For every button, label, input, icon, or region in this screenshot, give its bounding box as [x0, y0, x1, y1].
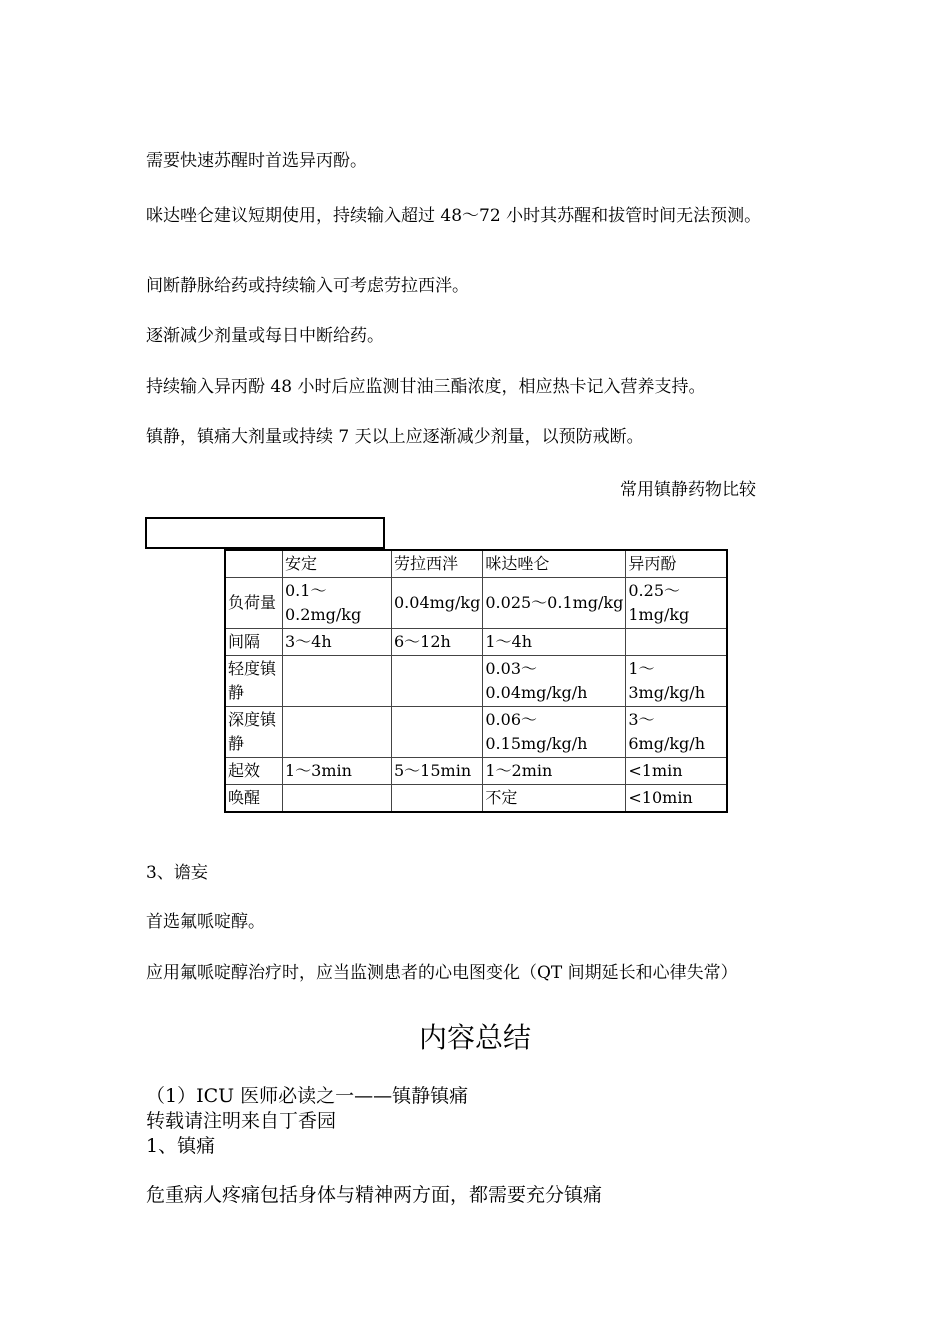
table-header-cell: 异丙酚 [626, 550, 728, 578]
paragraph: 首选氟哌啶醇。 [146, 912, 265, 932]
sedative-comparison-table [224, 549, 728, 813]
table-cell: 深度镇静 [225, 707, 283, 758]
table-cell: 0.04mg/kg [392, 578, 483, 629]
table-cell: 1～2min [483, 758, 626, 785]
summary-line: 转载请注明来自丁香园 [146, 1110, 337, 1132]
empty-text-box [145, 517, 385, 549]
table-row [225, 785, 727, 813]
table-cell: 间隔 [225, 629, 283, 656]
table-row [225, 656, 727, 707]
table-cell: 轻度镇静 [225, 656, 283, 707]
table-cell: 0.25～1mg/kg [626, 578, 728, 629]
paragraph: 逐渐减少剂量或每日中断给药。 [146, 326, 384, 346]
table-header-cell: 劳拉西泮 [392, 550, 483, 578]
paragraph: 应用氟哌啶醇治疗时，应当监测患者的心电图变化（QT 间期延长和心律失常） [146, 963, 738, 983]
table-cell [392, 656, 483, 707]
paragraph: 咪达唑仑建议短期使用，持续输入超过 48～72 小时其苏醒和拔管时间无法预测。 [146, 206, 762, 226]
table-cell: 1～3min [283, 758, 392, 785]
table-row [225, 578, 727, 629]
table-cell: 0.03～0.04mg/kg/h [483, 656, 626, 707]
table-cell: 0.025～0.1mg/kg [483, 578, 626, 629]
table-cell: 唤醒 [225, 785, 283, 813]
table-cell: 5～15min [392, 758, 483, 785]
summary-line: 1、镇痛 [146, 1135, 216, 1157]
paragraph: 需要快速苏醒时首选异丙酚。 [146, 151, 367, 171]
table-cell: 1～4h [483, 629, 626, 656]
table-cell: <1min [626, 758, 728, 785]
table-cell: 1～3mg/kg/h [626, 656, 728, 707]
summary-line: （1）ICU 医师必读之一——镇静镇痛 [146, 1085, 469, 1107]
table-header-row [225, 550, 727, 578]
table-row [225, 629, 727, 656]
table-cell [283, 707, 392, 758]
table-cell: 起效 [225, 758, 283, 785]
table-cell [392, 785, 483, 813]
table-header-cell: 安定 [283, 550, 392, 578]
table-cell [283, 656, 392, 707]
table-caption: 常用镇静药物比较 [620, 480, 756, 500]
table-cell: 3～6mg/kg/h [626, 707, 728, 758]
table-header-cell [225, 550, 283, 578]
paragraph: 持续输入异丙酚 48 小时后应监测甘油三酯浓度，相应热卡记入营养支持。 [146, 377, 706, 397]
table-row [225, 707, 727, 758]
table-cell [392, 707, 483, 758]
table-cell: <10min [626, 785, 728, 813]
paragraph: 间断静脉给药或持续输入可考虑劳拉西泮。 [146, 276, 469, 296]
table-cell: 负荷量 [225, 578, 283, 629]
table-header-cell: 咪达唑仑 [483, 550, 626, 578]
table-cell: 不定 [483, 785, 626, 813]
table-cell: 0.1～0.2mg/kg [283, 578, 392, 629]
table-row [225, 758, 727, 785]
table-cell: 6～12h [392, 629, 483, 656]
table-cell: 3～4h [283, 629, 392, 656]
paragraph: 镇静，镇痛大剂量或持续 7 天以上应逐渐减少剂量，以预防戒断。 [146, 427, 644, 447]
table-cell [283, 785, 392, 813]
section-heading-delirium: 3、谵妄 [146, 863, 208, 883]
summary-line: 危重病人疼痛包括身体与精神两方面，都需要充分镇痛 [146, 1184, 603, 1206]
table-cell: 0.06～0.15mg/kg/h [483, 707, 626, 758]
table-cell [626, 629, 728, 656]
summary-heading: 内容总结 [418, 1021, 531, 1054]
